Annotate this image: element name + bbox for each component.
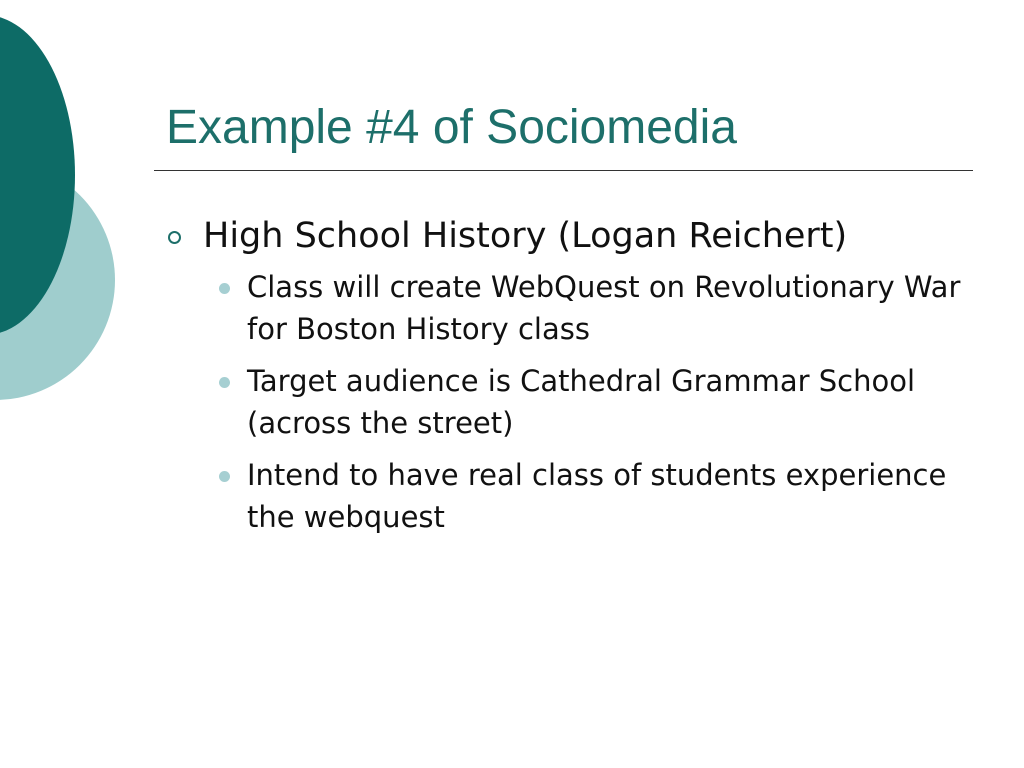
- sub-bullet-text: Class will create WebQuest on Revolutionary War for Boston History class: [247, 270, 961, 346]
- dot-bullet-icon: [219, 471, 230, 482]
- sub-bullet-item: [166, 266, 986, 350]
- sub-bullet-item: [166, 360, 986, 444]
- slide-body: [166, 212, 986, 548]
- sub-bullet-text: Target audience is Cathedral Grammar School (across the street): [247, 364, 916, 440]
- dot-bullet-icon: [219, 283, 230, 294]
- hollow-circle-bullet-icon: [168, 231, 181, 244]
- sub-bullet-item: [166, 454, 986, 538]
- bullet-level-1: [166, 212, 986, 260]
- sub-bullet-list: [166, 266, 986, 538]
- bullet-text: High School History (Logan Reichert): [203, 216, 848, 256]
- title-divider: [154, 170, 973, 171]
- dot-bullet-icon: [219, 377, 230, 388]
- sub-bullet-text: Intend to have real class of students experience the webquest: [247, 458, 947, 534]
- slide-title: Example #4 of Sociomedia: [166, 101, 737, 154]
